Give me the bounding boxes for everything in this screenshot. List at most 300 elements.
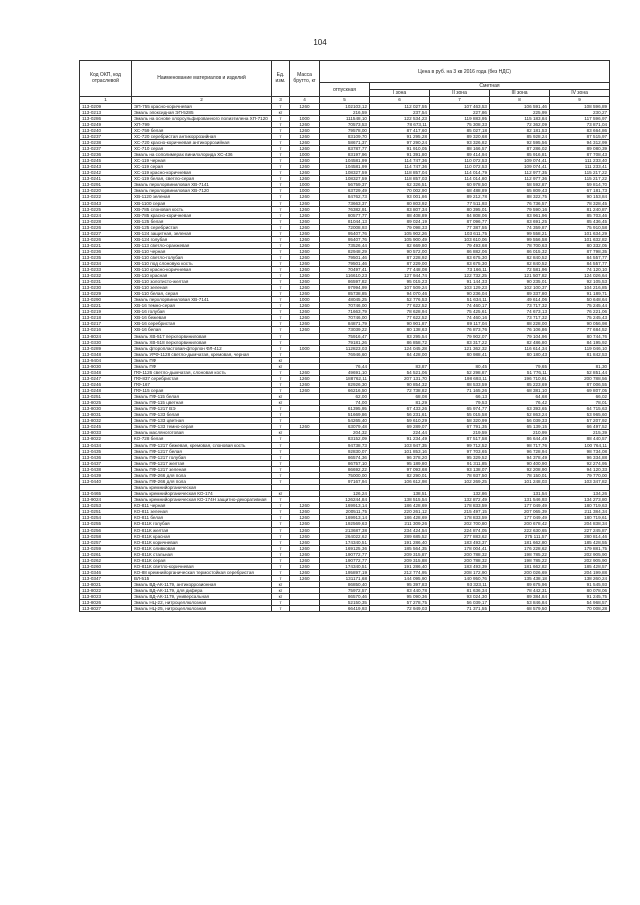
row-zone-3-price: 72 362,09	[490, 121, 550, 127]
row-name: КО-811К стальная	[132, 551, 272, 557]
row-code: 113-0260	[80, 563, 132, 569]
row-zone-3-price: 135 438,18	[490, 576, 550, 582]
row-zone-2-price: 90 236,04	[430, 291, 490, 297]
row-unit: т	[272, 442, 290, 448]
row-zone-4-price: 85 436,45	[550, 218, 610, 224]
row-zone-4-price: 81,30	[550, 363, 610, 369]
row-sale-price: 75000,00	[320, 472, 370, 478]
row-unit: т	[272, 273, 290, 279]
row-zone-4-price: 73 871,04	[550, 121, 610, 127]
row-zone-4-price: 80 744,76	[550, 333, 610, 339]
row-zone-4-price: 204 838,34	[550, 521, 610, 527]
row-name: Эмаль НЦ-25, нитроцеллюлозная	[132, 606, 272, 612]
row-zone-4-price: 75 910,58	[550, 224, 610, 230]
row-zone-1-price: 209 315,88	[370, 557, 430, 563]
row-zone-1-price: 78 673,11	[370, 121, 430, 127]
row-name: Эмаль ПФ	[132, 357, 272, 363]
row-zone-2-price: 87 096,77	[430, 218, 490, 224]
row-zone-1-price: 93 001,86	[370, 194, 430, 200]
row-code: 113-0221	[80, 303, 132, 309]
row-code: 113-0291	[80, 182, 132, 188]
row-sale-price: 169913,14	[320, 503, 370, 509]
row-zone-1-price: 107 509,24	[370, 285, 430, 291]
row-zone-2-price: 89 320,68	[430, 133, 490, 139]
row-name: ХВ-110 белая, серая	[132, 291, 272, 297]
row-mass: 1260	[290, 545, 320, 551]
row-zone-2-price: 140 950,76	[430, 576, 490, 582]
row-zone-1-price: 59 610,29	[370, 418, 430, 424]
row-zone-1-price: 52 776,53	[370, 297, 430, 303]
row-unit: кг	[272, 363, 290, 369]
row-unit: т	[272, 188, 290, 194]
row-zone-3-price: 53 846,84	[490, 600, 550, 606]
row-name: Эмаль ВД-АК-1179, антикоррозионная	[132, 582, 272, 588]
row-zone-3-price: 87 286,02	[490, 146, 550, 152]
row-name: Эмаль ВД-АК-1179, для дифера	[132, 588, 272, 594]
row-sale-price: 104581,99	[320, 164, 370, 170]
row-name: ВЛ-515	[132, 576, 272, 582]
row-sale-price: 174340,51	[320, 539, 370, 545]
row-zone-1-price: 70 002,90	[370, 188, 430, 194]
row-mass: 1000	[290, 115, 320, 121]
row-zone-3-price: 92 208,90	[490, 466, 550, 472]
row-zone-1-price: 91 910,05	[370, 146, 430, 152]
row-zone-1-price: 88 408,89	[370, 212, 430, 218]
row-zone-3-price: 76,42	[490, 400, 550, 406]
row-zone-1-price: 138 515,54	[370, 497, 430, 503]
row-zone-3-price: 78 442,31	[490, 588, 550, 594]
row-name: ЭП-755 красно-коричневая	[132, 103, 272, 109]
row-code: 113-0228	[80, 218, 132, 224]
row-zone-4-price: 104 216,85	[550, 285, 610, 291]
header-estimate: Сметная	[370, 83, 610, 90]
row-unit: т	[272, 509, 290, 515]
row-code: 113-0234	[80, 260, 132, 266]
row-mass: 1260	[290, 527, 320, 533]
row-zone-1-price: 69 289,07	[370, 424, 430, 430]
row-code: 113-0436	[80, 454, 132, 460]
row-zone-2-price: 68 488,89	[430, 188, 490, 194]
row-mass: 1260	[290, 170, 320, 176]
row-zone-3-price: 79,65	[490, 363, 550, 369]
row-zone-1-price: 83,87	[370, 363, 430, 369]
row-zone-1-price: 82 669,80	[370, 242, 430, 248]
row-name: Эмаль ПФ-1217 зеленая	[132, 466, 272, 472]
row-sale-price: 85738,85	[320, 291, 370, 297]
row-zone-2-price: 89 414,94	[430, 152, 490, 158]
row-mass: 1260	[290, 176, 320, 182]
row-name: Эмаль кремнийорганическая КО-174Н защитно-декоративная	[132, 497, 272, 503]
row-name: КО-811К коричневая	[132, 539, 272, 545]
row-name: ХВ-125 серебристая	[132, 224, 272, 230]
row-zone-2-price: 93 138,07	[430, 466, 490, 472]
row-sale-price: 204,32	[320, 430, 370, 436]
row-code: 113-0348	[80, 369, 132, 375]
header-zone-1: I зона	[370, 90, 430, 97]
row-code: 113-0440	[80, 478, 132, 484]
row-mass: 1260	[290, 127, 320, 133]
row-unit: т	[272, 279, 290, 285]
row-mass: 1000	[290, 345, 320, 351]
row-zone-4-price: 76 221,06	[550, 309, 610, 315]
row-zone-2-price: 88 533,59	[430, 382, 490, 388]
row-unit: т	[272, 376, 290, 382]
row-name: Эмаль ПФ-266 для пола	[132, 478, 272, 484]
row-zone-1-price: 97 093,68	[370, 466, 430, 472]
row-zone-3-price: 85 916,81	[490, 152, 550, 158]
row-zone-4-price: 81 240,87	[550, 206, 610, 212]
page-number: 104	[313, 38, 327, 47]
row-zone-1-price: 95 397,83	[370, 582, 430, 588]
row-code: 113-0227	[80, 230, 132, 236]
row-zone-1-price: 118 857,03	[370, 176, 430, 182]
row-sale-price: 73039,22	[320, 327, 370, 333]
row-code: 113-0236	[80, 152, 132, 158]
header-zone-3: III зона	[490, 90, 550, 97]
row-sale-price: 79181,26	[320, 339, 370, 345]
row-zone-4-price: 227 245,87	[550, 527, 610, 533]
row-code: 113-8022	[80, 436, 132, 442]
row-code: 113-0290	[80, 297, 132, 303]
row-zone-4-price: 69 807,05	[550, 388, 610, 394]
row-sale-price: 51669,86	[320, 412, 370, 418]
row-name: КО-811 белая	[132, 515, 272, 521]
row-zone-2-price: 89 117,04	[430, 321, 490, 327]
row-zone-1-price: 57 278,75	[370, 600, 430, 606]
row-zone-2-price: 75 425,61	[430, 309, 490, 315]
row-name: Эмаль ПФ-133 белая	[132, 412, 272, 418]
row-unit: т	[272, 267, 290, 273]
row-zone-3-price: 86 644,49	[490, 436, 550, 442]
row-zone-4-price: 54 968,57	[550, 600, 610, 606]
row-mass: 1260	[290, 279, 320, 285]
row-zone-1-price: 77 622,52	[370, 303, 430, 309]
row-sale-price: 131171,68	[320, 576, 370, 582]
row-zone-3-price: 198 785,22	[490, 557, 550, 563]
row-code: 113-0434	[80, 442, 132, 448]
row-mass: 1260	[290, 303, 320, 309]
row-zone-2-price: 60 978,50	[430, 182, 490, 188]
row-zone-3-price: 82 486,80	[490, 339, 550, 345]
row-code: 113-0225	[80, 206, 132, 212]
row-name: ХВ-124 защитная, зеленая	[132, 230, 272, 236]
row-zone-4-price: 91 545,93	[550, 582, 610, 588]
row-zone-2-price: 93 326,82	[430, 140, 490, 146]
row-code: 113-0248	[80, 388, 132, 394]
row-zone-2-price: 83 675,30	[430, 260, 490, 266]
row-sale-price: 104581,99	[320, 158, 370, 164]
row-name: ХВ-1100 серая	[132, 200, 272, 206]
row-unit: т	[272, 351, 290, 357]
row-zone-2-price: 66,13	[430, 394, 490, 400]
row-unit: кг	[272, 109, 290, 115]
row-zone-2-price: 56 039,17	[430, 600, 490, 606]
column-index: 2	[132, 97, 272, 104]
row-zone-1-price: 118 857,04	[370, 170, 430, 176]
row-name: Эмаль эпоксидная ЭП-5285	[132, 109, 272, 115]
row-zone-3-price: 89 675,96	[490, 582, 550, 588]
row-mass: 1260	[290, 273, 320, 279]
row-zone-4-price: 111 233,41	[550, 164, 610, 170]
row-zone-3-price: 56 039,33	[490, 418, 550, 424]
row-zone-3-price: 51 776,11	[490, 369, 550, 375]
row-zone-4-price: 84 557,77	[550, 254, 610, 260]
row-unit: т	[272, 133, 290, 139]
row-code: 113-0348	[80, 351, 132, 357]
row-zone-3-price: 177 049,49	[490, 503, 550, 509]
row-sale-price: 126244,84	[320, 497, 370, 503]
row-zone-4-price: 87 006,55	[550, 382, 610, 388]
row-zone-3-price: 83 691,25	[490, 218, 550, 224]
row-zone-1-price: 78 628,94	[370, 309, 430, 315]
table-row	[80, 164, 610, 170]
row-mass: 1260	[290, 254, 320, 260]
row-zone-1-price: 77 448,08	[370, 267, 430, 273]
row-mass: 1260	[290, 260, 320, 266]
row-sale-price: 56759,37	[320, 182, 370, 188]
row-zone-1-price: 97 290,24	[370, 140, 430, 146]
row-sale-price: 174340,51	[320, 563, 370, 569]
row-zone-3-price: 116 614,34	[490, 345, 550, 351]
row-zone-2-price: 85 027,18	[430, 127, 490, 133]
row-zone-3-price: 196 710,91	[490, 376, 550, 382]
row-zone-3-price: 73 717,32	[490, 303, 550, 309]
row-code: 113-0236	[80, 248, 132, 254]
row-unit: т	[272, 454, 290, 460]
row-zone-1-price: 237,54	[370, 109, 430, 115]
row-unit: т	[272, 539, 290, 545]
row-zone-1-price: 212 774,95	[370, 569, 430, 575]
row-zone-1-price: 234 424,54	[370, 527, 430, 533]
row-zone-4-price: 96 334,88	[550, 454, 610, 460]
row-zone-3-price: 92 595,56	[490, 140, 550, 146]
row-mass: 1260	[290, 576, 320, 582]
row-code: 113-0235	[80, 254, 132, 260]
row-zone-2-price: 110 072,53	[430, 164, 490, 170]
row-unit: т	[272, 388, 290, 394]
row-zone-2-price: 83 317,22	[430, 339, 490, 345]
row-mass: 1260	[290, 133, 320, 139]
row-name: ПФ-167	[132, 382, 272, 388]
row-unit: т	[272, 170, 290, 176]
row-zone-4-price: 74 120,10	[550, 267, 610, 273]
row-code: 113-0245	[80, 158, 132, 164]
row-unit: т	[272, 212, 290, 218]
row-zone-3-price: 112 977,35	[490, 170, 550, 176]
row-zone-1-price: 84 428,00	[370, 351, 430, 357]
row-code: 113-0254	[80, 515, 132, 521]
row-name: Эмаль ПФ-1217 желтая	[132, 460, 272, 466]
row-zone-1-price: 77 622,52	[370, 315, 430, 321]
row-zone-1-price: 89 024,19	[370, 218, 430, 224]
row-zone-1-price: 105 900,49	[370, 236, 430, 242]
row-name: Эмаль перхлорвиниловая ХВ-7141	[132, 182, 272, 188]
row-zone-1-price: 86 858,72	[370, 339, 430, 345]
row-zone-4-price: 94 120,33	[550, 466, 610, 472]
row-zone-2-price: 132 872,49	[430, 497, 490, 503]
row-zone-3-price: 82 840,52	[490, 254, 550, 260]
row-name: ХВ-1120 зеленая	[132, 194, 272, 200]
row-sale-price: 169913,14	[320, 515, 370, 521]
row-zone-4-price: 53 965,60	[550, 412, 610, 418]
row-zone-3-price: 94 378,49	[490, 454, 550, 460]
row-sale-price: 71663,79	[320, 309, 370, 315]
row-zone-2-price: 102 269,25	[430, 478, 490, 484]
row-unit: т	[272, 557, 290, 563]
row-name: ПФ-115 серая	[132, 388, 272, 394]
row-name: КО-811К желтая	[132, 527, 272, 533]
row-zone-1-price: 112 027,55	[370, 103, 430, 109]
row-mass	[290, 606, 320, 612]
row-zone-1-price: 103 947,35	[370, 442, 430, 448]
row-mass: 1260	[290, 388, 320, 394]
row-zone-1-price: 56 231,61	[370, 412, 430, 418]
row-zone-3-price: 222 630,65	[490, 527, 550, 533]
row-unit: т	[272, 339, 290, 345]
row-zone-1-price: 94 070,46	[370, 291, 430, 297]
row-unit: т	[272, 382, 290, 388]
row-zone-2-price: 84 808,06	[430, 212, 490, 218]
row-zone-4-price: 80 078,06	[550, 588, 610, 594]
row-unit: т	[272, 418, 290, 424]
row-name: ХВ-110 красная	[132, 273, 272, 279]
row-unit: т	[272, 569, 290, 575]
row-zone-3-price: 79 590,16	[490, 206, 550, 212]
row-unit: т	[272, 224, 290, 230]
row-sale-price: 213687,38	[320, 527, 370, 533]
row-zone-3-price: 90 400,90	[490, 460, 550, 466]
row-name: ХВ-113 светло-оранжевая	[132, 242, 272, 248]
row-zone-3-price: 88 228,00	[490, 321, 550, 327]
header-unit: Ед. изм.	[272, 61, 290, 97]
header-sale: отпускная	[320, 83, 370, 97]
row-zone-4-price: 101 632,82	[550, 236, 610, 242]
row-zone-3-price: 76 106,86	[490, 327, 550, 333]
row-name: Эмаль ПФ-1217 белая	[132, 448, 272, 454]
row-zone-2-price: 178 833,59	[430, 515, 490, 521]
row-zone-1-price: 81,29	[370, 400, 430, 406]
row-code: 113-0216	[80, 327, 132, 333]
row-zone-2-price: 219,59	[430, 430, 490, 436]
row-zone-3-price: 106 591,46	[490, 103, 550, 109]
row-code: 113-0219	[80, 309, 132, 315]
row-zone-4-price: 280 814,46	[550, 533, 610, 539]
row-sale-price: 190772,77	[320, 551, 370, 557]
row-name: Эмаль ПФ-1217 бежевая, кремовая, слоновая кость	[132, 442, 272, 448]
row-zone-3-price: 74 359,87	[490, 224, 550, 230]
row-zone-4-price: 66,02	[550, 394, 610, 400]
row-unit: т	[272, 606, 290, 612]
row-zone-2-price: 178 833,59	[430, 503, 490, 509]
row-zone-1-price: 191 286,40	[370, 563, 430, 569]
row-code: 113-0209	[80, 103, 132, 109]
row-zone-3-price: 225,99	[490, 109, 550, 115]
row-unit: т	[272, 576, 290, 582]
header-price-group: Цена в руб. на 3 кв 2016 года (без НДС)	[320, 61, 610, 83]
row-zone-4-price: 87 515,97	[550, 133, 610, 139]
row-code: 113-0259	[80, 545, 132, 551]
header-name: Наименование материалов и изделий	[132, 61, 272, 97]
row-name: КО-811К оливковая	[132, 545, 272, 551]
row-sale-price: 76946,60	[320, 351, 370, 357]
row-zone-1-price: 186 428,69	[370, 503, 430, 509]
row-mass: 1260	[290, 140, 320, 146]
row-zone-4-price: 84 557,77	[550, 260, 610, 266]
row-zone-4-price: 70 008,28	[550, 606, 610, 612]
row-zone-3-price: 80 180,43	[490, 351, 550, 357]
row-name: ПФ-837 серебристая	[132, 376, 272, 382]
row-zone-2-price: 224 874,05	[430, 527, 490, 533]
row-sale-price: 79578,00	[320, 127, 370, 133]
row-sale-price: 84762,73	[320, 194, 370, 200]
row-name: Эмаль кремнийорганическая	[132, 485, 272, 491]
column-index: 8	[490, 97, 550, 104]
row-zone-1-price: 87 417,60	[370, 127, 430, 133]
row-zone-4-price: 66 497,52	[550, 424, 610, 430]
row-zone-2-price: 99 712,52	[430, 442, 490, 448]
row-zone-2-price: 71 165,26	[430, 388, 490, 394]
row-code: 113-0253	[80, 503, 132, 509]
row-zone-4-price: 98 734,08	[550, 448, 610, 454]
row-name: КО-811К серая	[132, 557, 272, 563]
row-zone-4-price: 85 703,46	[550, 212, 610, 218]
row-zone-2-price: 91 311,85	[430, 460, 490, 466]
row-unit: т	[272, 600, 290, 606]
row-name: Эмаль на основе хлорсульфированного полиэтилена ХП-7120	[132, 115, 272, 121]
row-mass: 1260	[290, 218, 320, 224]
row-code: 113-0237	[80, 146, 132, 152]
row-mass: 1260	[290, 224, 320, 230]
row-zone-4-price: 75 245,43	[550, 315, 610, 321]
table-row	[80, 551, 610, 557]
row-zone-4-price: 78,01	[550, 400, 610, 406]
row-unit: т	[272, 460, 290, 466]
row-unit: т	[272, 140, 290, 146]
row-unit: т	[272, 297, 290, 303]
row-name: ХС-119 черная	[132, 158, 272, 164]
row-zone-3-price: 49 614,06	[490, 297, 550, 303]
row-zone-4-price: 92 105,53	[550, 279, 610, 285]
row-sale-price: 61395,95	[320, 406, 370, 412]
row-sale-price: 82926,30	[320, 382, 370, 388]
row-mass: 1260	[290, 509, 320, 515]
row-zone-2-price: 81 636,34	[430, 588, 490, 594]
row-sale-price: 190772,77	[320, 557, 370, 563]
row-sale-price: 108327,59	[320, 170, 370, 176]
row-unit: кг	[272, 430, 290, 436]
row-code: 113-0238	[80, 140, 132, 146]
row-zone-2-price: 208 172,90	[430, 569, 490, 575]
row-code: 113-8023	[80, 594, 132, 600]
row-zone-4-price: 185 428,55	[550, 539, 610, 545]
row-zone-3-price: 89 384,84	[490, 594, 550, 600]
table-row	[80, 533, 610, 539]
row-mass: 1260	[290, 242, 320, 248]
row-name: Эмаль УРФ-1128 светло-дымчатая, кремовая, черная	[132, 351, 272, 357]
row-sale-price: 86574,36	[320, 454, 370, 460]
row-zone-1-price: 114 747,36	[370, 158, 430, 164]
row-name: ХВ-110 красно-коричневая	[132, 267, 272, 273]
row-zone-2-price: 74 460,17	[430, 303, 490, 309]
row-zone-2-price: 114 014,79	[430, 170, 490, 176]
row-zone-1-price: 62 326,51	[370, 182, 430, 188]
row-code: 113-8032	[80, 418, 132, 424]
row-zone-1-price: 87 229,00	[370, 260, 430, 266]
row-zone-2-price: 178 004,41	[430, 545, 490, 551]
row-zone-4-price: 57 207,92	[550, 418, 610, 424]
row-mass: 1260	[290, 206, 320, 212]
row-code: 113-0233	[80, 267, 132, 273]
